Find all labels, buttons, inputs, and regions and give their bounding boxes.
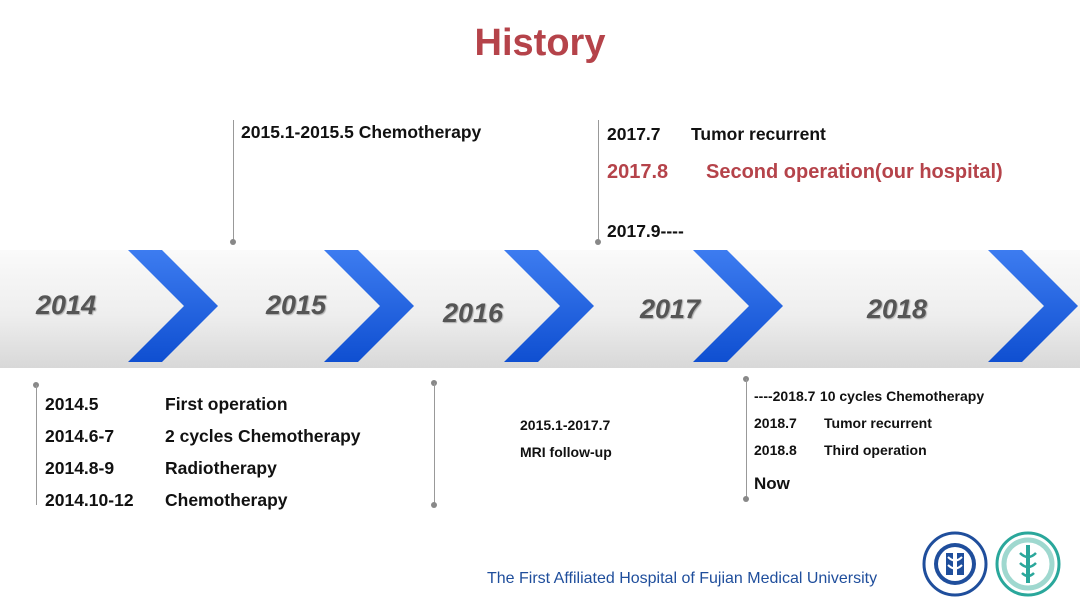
chevron-arrow-5 — [988, 250, 1078, 362]
note-date: 2017.7 — [607, 124, 661, 144]
note-date: ----2018.7 — [754, 388, 816, 404]
list-item — [754, 415, 984, 442]
list-item — [45, 426, 361, 458]
connector-dot-mri-bottom — [431, 502, 437, 508]
connector-line-mri — [434, 383, 435, 505]
note-2015-chemotherapy: 2015.1-2015.5 Chemotherapy — [241, 122, 482, 142]
note-date: 2014.5 — [45, 394, 99, 414]
note-text: Second operation(our hospital) — [706, 161, 1003, 183]
note-date: 2014.6-7 — [45, 426, 115, 446]
note-2017-row-2-highlight — [607, 161, 1003, 184]
note-date: 2014.8-9 — [45, 458, 115, 478]
list-item — [754, 388, 984, 415]
note-text: First operation — [165, 394, 288, 414]
hospital-logo — [994, 531, 1062, 597]
mri-period: 2015.1-2017.7 — [520, 417, 611, 433]
chevron-arrow-1 — [128, 250, 218, 362]
note-text: Tumor recurrent — [691, 124, 826, 144]
year-label-2015: 2015 — [266, 290, 327, 320]
note-text: Chemotherapy — [165, 490, 288, 510]
list-item — [754, 474, 984, 494]
note-2017-row-1 — [607, 124, 826, 145]
notes-2014 — [45, 394, 361, 522]
note-text: 2 cycles Chemotherapy — [165, 426, 361, 446]
note-text: Tumor recurrent — [824, 415, 932, 431]
note-date: 2017.8 — [607, 161, 669, 183]
connector-dot-2015 — [230, 239, 236, 245]
note-date: 2018.8 — [754, 442, 797, 458]
note-date: 2014.10-12 — [45, 490, 134, 510]
year-label-2014: 2014 — [36, 290, 97, 320]
page-title: History — [474, 22, 606, 64]
list-item — [45, 458, 361, 490]
note-date: 2017.9---- — [607, 221, 684, 241]
mri-label: MRI follow-up — [520, 444, 612, 460]
note-date: 2018.7 — [754, 415, 797, 431]
note-2017-row-3 — [607, 221, 684, 242]
list-item — [754, 442, 984, 474]
chevron-arrow-2 — [324, 250, 414, 362]
chevron-arrow-4 — [693, 250, 783, 362]
year-label-2016: 2016 — [443, 298, 504, 328]
connector-dot-2018-bottom — [743, 496, 749, 502]
note-date: Now — [754, 474, 790, 493]
list-item — [45, 394, 361, 426]
note-text: Radiotherapy — [165, 458, 277, 478]
connector-line-2015 — [233, 120, 234, 242]
connector-line-2018 — [746, 379, 747, 499]
footer-institution: The First Affiliated Hospital of Fujian Medical University — [487, 570, 878, 587]
year-label-2017: 2017 — [640, 294, 701, 324]
year-label-2018: 2018 — [867, 294, 928, 324]
list-item — [45, 490, 361, 522]
note-text: Third operation — [824, 442, 927, 458]
notes-2018 — [754, 388, 984, 494]
connector-line-2017 — [598, 120, 599, 242]
connector-line-2014 — [36, 385, 37, 505]
note-text: 10 cycles Chemotherapy — [819, 388, 985, 404]
chevron-arrow-3 — [504, 250, 594, 362]
university-seal-logo — [922, 531, 988, 597]
connector-dot-2017 — [595, 239, 601, 245]
